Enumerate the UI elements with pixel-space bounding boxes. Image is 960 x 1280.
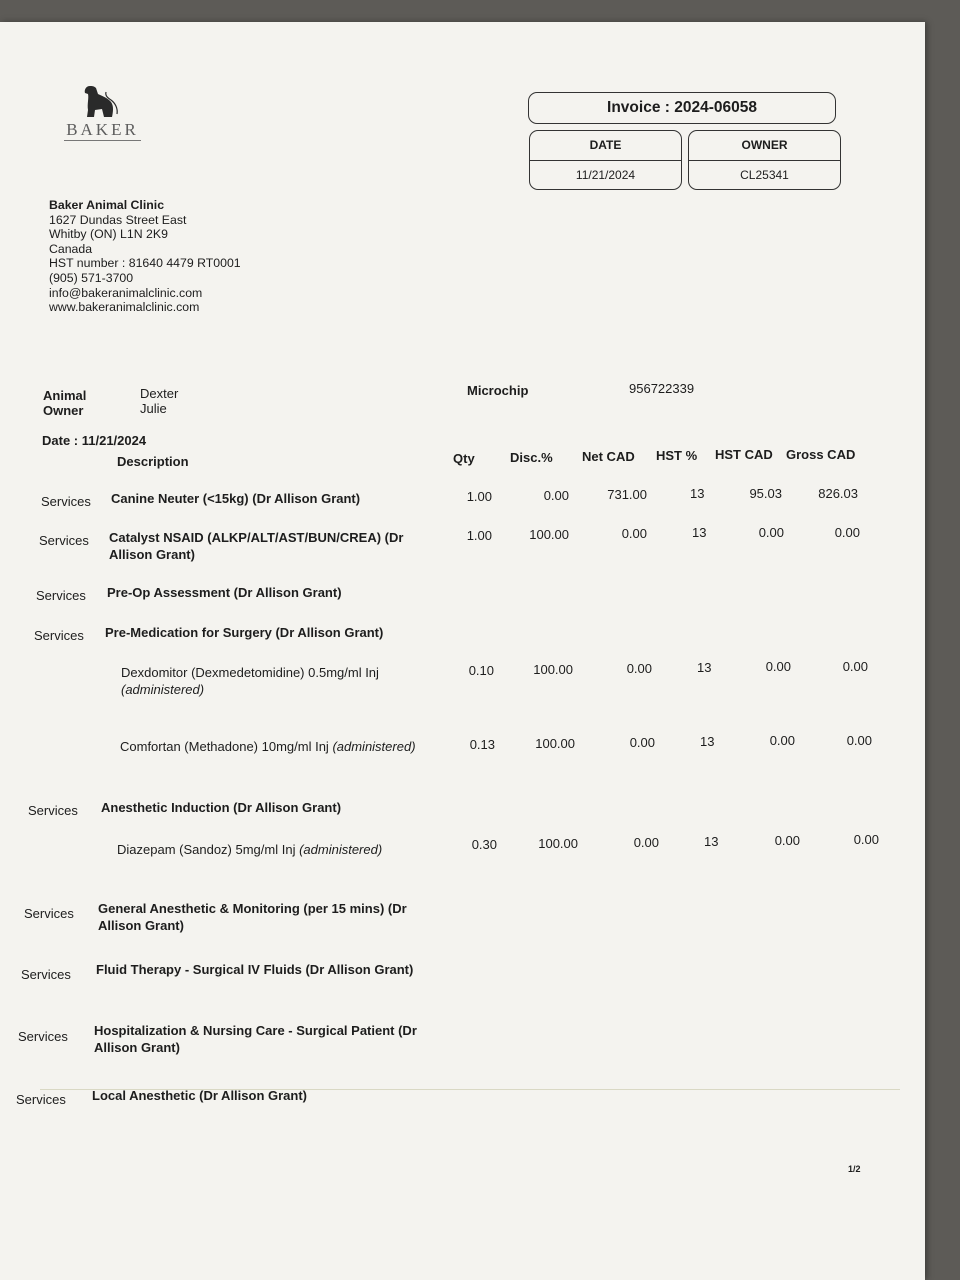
col-gross: Gross CAD (786, 447, 856, 462)
row-description: Pre-Medication for Surgery (Dr Allison Grant) (105, 625, 384, 640)
row-description: Local Anesthetic (Dr Allison Grant) (92, 1088, 308, 1103)
col-hst-pct: HST % (656, 448, 698, 463)
clinic-country: Canada (49, 241, 93, 256)
row-category: Services (34, 628, 84, 643)
row-qty: 0.10 (468, 663, 494, 678)
clinic-name: Baker Animal Clinic (49, 198, 165, 212)
row-hst-cad: 0.00 (765, 659, 791, 674)
animal-value: Dexter (140, 386, 179, 401)
col-hst-cad: HST CAD (715, 447, 773, 462)
date-value: 11/21/2024 (575, 168, 636, 182)
row-hst-pct: 13 (704, 834, 719, 849)
animal-label: Animal (43, 388, 87, 403)
row-qty: 1.00 (466, 528, 492, 543)
row-qty: 0.13 (469, 737, 495, 752)
row-category: Services (24, 906, 74, 921)
row-hst-pct: 13 (690, 486, 705, 501)
row-description: Catalyst NSAID (ALKP/ALT/AST/BUN/CREA) (Dr Allison Grant) (109, 530, 404, 562)
row-gross: 0.00 (842, 659, 868, 674)
clinic-address-block (49, 198, 241, 315)
invoice-title-box (528, 92, 836, 124)
row-net: 731.00 (607, 487, 647, 502)
row-category: Services (36, 588, 86, 603)
col-net: Net CAD (582, 449, 635, 464)
row-disc: 0.00 (543, 488, 569, 503)
row-disc: 100.00 (538, 836, 578, 851)
microchip-label: Microchip (467, 383, 529, 398)
clinic-hst-number: HST number : 81640 4479 RT0001 (49, 256, 241, 271)
clinic-city: Whitby (ON) L1N 2K9 (49, 227, 168, 242)
date-box (529, 130, 682, 190)
row-hst-pct: 13 (692, 525, 707, 540)
row-hst-pct: 13 (700, 734, 715, 749)
row-hst-cad: 0.00 (774, 833, 800, 848)
dog-silhouette-icon (82, 84, 124, 118)
row-hst-cad: 0.00 (769, 733, 795, 748)
row-category: Services (28, 803, 78, 818)
row-category: Services (21, 967, 71, 982)
clinic-street: 1627 Dundas Street East (49, 212, 187, 227)
date-label: DATE (530, 131, 681, 161)
row-description (117, 841, 457, 858)
row-description: Anesthetic Induction (Dr Allison Grant) (101, 800, 342, 815)
row-qty: 1.00 (466, 489, 492, 504)
row-description: General Anesthetic & Monitoring (per 15 mins) (Dr Allison Grant) (98, 901, 407, 933)
row-description (121, 664, 461, 698)
row-net: 0.00 (626, 661, 652, 676)
clinic-email: info@bakeranimalclinic.com (49, 285, 203, 300)
row-qty: 0.30 (471, 837, 497, 852)
invoice-page (0, 22, 925, 1280)
clinic-logo (55, 84, 150, 141)
clinic-website: www.bakeranimalclinic.com (49, 300, 200, 315)
row-hst-cad: 95.03 (749, 486, 782, 501)
row-gross: 826.03 (818, 486, 858, 501)
row-description: Pre-Op Assessment (Dr Allison Grant) (107, 585, 342, 600)
item-note: (administered) (121, 682, 205, 697)
item-name: Comfortan (Methadone) 10mg/ml Inj (120, 739, 329, 754)
row-category: Services (39, 533, 89, 548)
invoice-date-line: Date : 11/21/2024 (42, 433, 147, 448)
row-description (120, 738, 470, 755)
item-note: (administered) (299, 842, 383, 857)
row-disc: 100.00 (533, 662, 573, 677)
row-net: 0.00 (621, 526, 647, 541)
owner-box (688, 130, 841, 190)
item-note: (administered) (332, 739, 416, 754)
row-description: Canine Neuter (<15kg) (Dr Allison Grant) (111, 491, 361, 506)
col-qty: Qty (453, 451, 475, 466)
row-disc: 100.00 (535, 736, 575, 751)
logo-wordmark: BAKER (66, 120, 139, 139)
row-net: 0.00 (633, 835, 659, 850)
item-name: Dexdomitor (Dexmedetomidine) 0.5mg/ml Inj (121, 665, 379, 680)
row-gross: 0.00 (853, 832, 879, 847)
row-category: Services (18, 1029, 68, 1044)
row-net: 0.00 (629, 735, 655, 750)
col-disc: Disc.% (510, 450, 553, 465)
row-description: Fluid Therapy - Surgical IV Fluids (Dr Allison Grant) (96, 962, 414, 977)
row-disc: 100.00 (529, 527, 569, 542)
invoice-title: Invoice : 2024-06058 (607, 99, 757, 116)
row-gross: 0.00 (846, 733, 872, 748)
item-name: Diazepam (Sandoz) 5mg/ml Inj (117, 842, 296, 857)
microchip-value: 956722339 (629, 381, 695, 396)
row-gross: 0.00 (834, 525, 860, 540)
row-hst-cad: 0.00 (758, 525, 784, 540)
row-category: Services (41, 494, 91, 509)
row-hst-pct: 13 (697, 660, 712, 675)
clinic-phone: (905) 571-3700 (49, 270, 134, 285)
col-description: Description (117, 454, 189, 469)
owner-name-value: Julie (140, 401, 167, 416)
owner-value: CL25341 (740, 168, 789, 182)
owner-label: OWNER (689, 131, 840, 161)
row-description: Hospitalization & Nursing Care - Surgical Patient (Dr Allison Grant) (94, 1023, 417, 1055)
row-category: Services (16, 1092, 66, 1107)
page-number: 1/2 (848, 1164, 861, 1174)
owner-name-label: Owner (43, 403, 84, 418)
